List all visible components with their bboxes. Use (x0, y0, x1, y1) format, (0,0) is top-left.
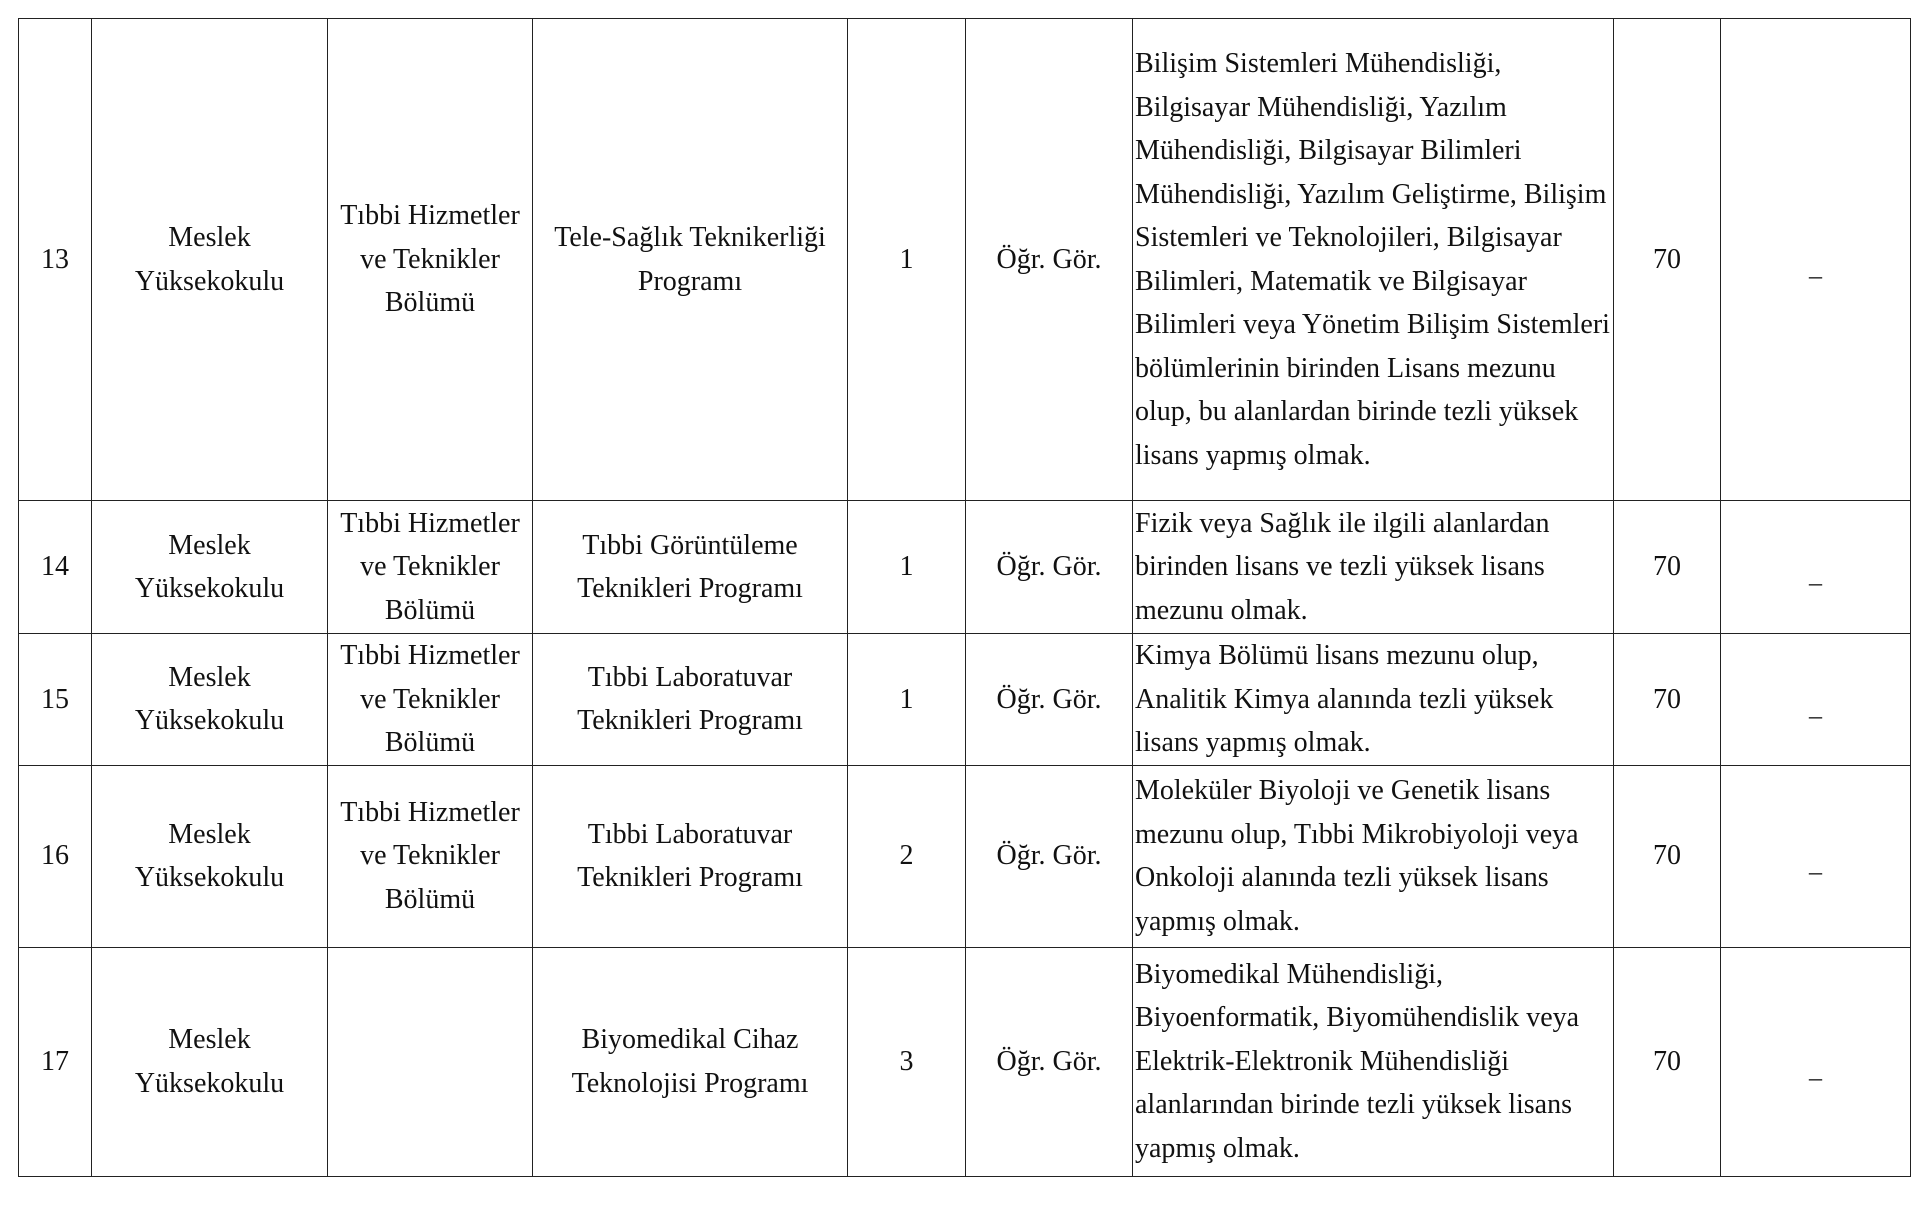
program-cell: Tele-Sağlık Teknikerliği Programı (533, 19, 848, 501)
requirements-cell: Kimya Bölümü lisans mezunu olup, Analitik Kimya alanında tezli yüksek lisans yapmış olmak. (1133, 634, 1614, 766)
position-count: 1 (848, 19, 966, 501)
program-cell: Biyomedikal Cihaz Teknolojisi Programı (533, 947, 848, 1176)
requirements-cell: Moleküler Biyoloji ve Genetik lisans mezunu olup, Tıbbi Mikrobiyoloji veya Onkoloji alanında tezli yüksek lisans yapmış olmak. (1133, 765, 1614, 947)
unit-cell: Meslek Yüksekokulu (92, 501, 328, 634)
note-cell: _ (1721, 19, 1911, 501)
position-count: 1 (848, 634, 966, 766)
ales-score: 70 (1614, 765, 1721, 947)
unit-cell: Meslek Yüksekokulu (92, 765, 328, 947)
requirements-cell: Biyomedikal Mühendisliği, Biyoenformatik, Biyomühendislik veya Elektrik-Elektronik Mühendisliği alanlarından birinde tezli yüksek lisans yapmış olmak. (1133, 947, 1614, 1176)
table-row (19, 947, 1911, 1176)
unit-cell: Meslek Yüksekokulu (92, 634, 328, 766)
table-row (19, 765, 1911, 947)
ales-score: 70 (1614, 634, 1721, 766)
note-cell: _ (1721, 634, 1911, 766)
academic-title: Öğr. Gör. (966, 765, 1133, 947)
row-number: 15 (19, 634, 92, 766)
positions-table (18, 18, 1911, 1177)
department-cell: Tıbbi Hizmetler ve Teknikler Bölümü (328, 634, 533, 766)
row-number: 17 (19, 947, 92, 1176)
department-cell: Tıbbi Hizmetler ve Teknikler Bölümü (328, 765, 533, 947)
academic-title: Öğr. Gör. (966, 947, 1133, 1176)
note-cell: _ (1721, 947, 1911, 1176)
department-cell: Tıbbi Hizmetler ve Teknikler Bölümü (328, 19, 533, 501)
department-cell (328, 947, 533, 1176)
position-count: 1 (848, 501, 966, 634)
table-row (19, 19, 1911, 501)
program-cell: Tıbbi Laboratuvar Teknikleri Programı (533, 634, 848, 766)
ales-score: 70 (1614, 947, 1721, 1176)
academic-title: Öğr. Gör. (966, 634, 1133, 766)
row-number: 13 (19, 19, 92, 501)
note-cell: _ (1721, 765, 1911, 947)
unit-cell: Meslek Yüksekokulu (92, 947, 328, 1176)
row-number: 14 (19, 501, 92, 634)
note-cell: _ (1721, 501, 1911, 634)
academic-title: Öğr. Gör. (966, 19, 1133, 501)
requirements-cell: Fizik veya Sağlık ile ilgili alanlardan birinden lisans ve tezli yüksek lisans mezunu olmak. (1133, 501, 1614, 634)
table-row (19, 501, 1911, 634)
position-count: 3 (848, 947, 966, 1176)
ales-score: 70 (1614, 19, 1721, 501)
program-cell: Tıbbi Laboratuvar Teknikleri Programı (533, 765, 848, 947)
department-cell: Tıbbi Hizmetler ve Teknikler Bölümü (328, 501, 533, 634)
requirements-cell: Bilişim Sistemleri Mühendisliği, Bilgisayar Mühendisliği, Yazılım Mühendisliği, Bilgisayar Bilimleri Mühendisliği, Yazılım Geliştirme, Bilişim Sistemleri ve Teknolojileri, Bilgisayar Bilimleri, Matematik ve Bilgisayar Bilimleri veya Yönetim Bilişim Sistemleri bölümlerinin birinden Lisans mezunu olup, bu alanlardan birinde tezli yüksek lisans yapmış olmak. (1133, 19, 1614, 501)
table-row (19, 634, 1911, 766)
program-cell: Tıbbi Görüntüleme Teknikleri Programı (533, 501, 848, 634)
unit-cell: Meslek Yüksekokulu (92, 19, 328, 501)
ales-score: 70 (1614, 501, 1721, 634)
row-number: 16 (19, 765, 92, 947)
position-count: 2 (848, 765, 966, 947)
academic-title: Öğr. Gör. (966, 501, 1133, 634)
